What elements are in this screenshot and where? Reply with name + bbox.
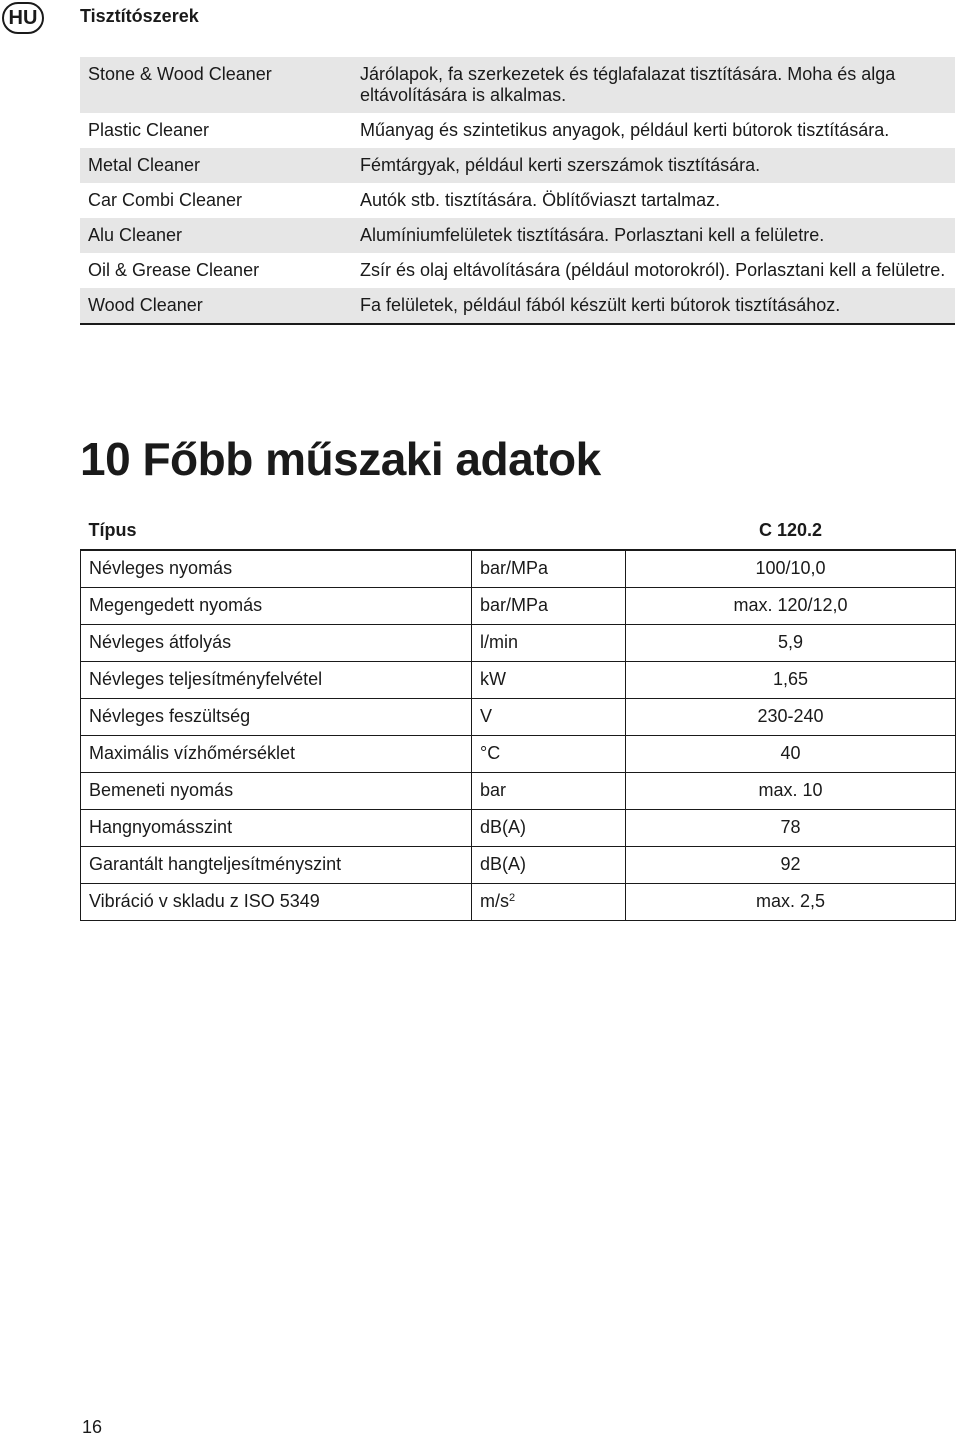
table-row	[81, 846, 956, 883]
spec-value: 5,9	[626, 624, 956, 661]
spec-unit: m/s	[480, 891, 509, 911]
spec-unit: V	[472, 698, 626, 735]
cleaner-description: Fémtárgyak, például kerti szerszámok tisztítására.	[352, 148, 955, 183]
table-row	[81, 735, 956, 772]
table-row	[81, 587, 956, 624]
cleaner-name: Alu Cleaner	[80, 218, 352, 253]
table-row	[81, 661, 956, 698]
cleaner-name: Metal Cleaner	[80, 148, 352, 183]
spec-label: Névleges nyomás	[81, 550, 472, 587]
table-row	[81, 624, 956, 661]
cleaner-description: Műanyag és szintetikus anyagok, például kerti bútorok tisztítására.	[360, 120, 890, 140]
spec-label: Névleges átfolyás	[81, 624, 472, 661]
cleaner-description: Zsír és olaj eltávolítására (például motorokról). Porlasztani kell a felületre.	[360, 260, 946, 280]
table-row	[80, 113, 955, 148]
specs-table	[80, 512, 956, 921]
spec-unit: °C	[472, 735, 626, 772]
spec-value: 78	[626, 809, 956, 846]
cleaner-name: Oil & Grease Cleaner	[88, 260, 260, 280]
table-row	[80, 218, 955, 253]
table-row	[81, 772, 956, 809]
cleaner-description: Járólapok, fa szerkezetek és téglafalazat tisztítására. Moha és alga eltávolítására is alkalmas.	[352, 57, 955, 113]
spec-unit: bar/MPa	[472, 587, 626, 624]
spec-value: max. 2,5	[626, 883, 956, 920]
spec-value: 230-240	[626, 698, 956, 735]
table-row	[80, 183, 955, 218]
cleaner-description: Fa felületek, például fából készült kerti bútorok tisztításához.	[352, 288, 955, 324]
spec-unit: bar	[472, 772, 626, 809]
page-number: 16	[82, 1417, 103, 1437]
spec-label: Vibráció v skladu z ISO 5349	[81, 883, 472, 920]
spec-label: Megengedett nyomás	[81, 587, 472, 624]
specs-header-row	[81, 512, 956, 550]
table-row	[81, 809, 956, 846]
spec-value: 40	[626, 735, 956, 772]
spec-unit-superscript: 2	[509, 892, 516, 904]
chapter-title: 10 Főbb műszaki adatok	[80, 433, 601, 485]
table-row	[80, 288, 955, 324]
cleaners-table	[80, 57, 955, 325]
spec-unit: bar/MPa	[472, 550, 626, 587]
spec-label: Bemeneti nyomás	[81, 772, 472, 809]
language-badge: HU	[2, 2, 44, 34]
table-row	[80, 148, 955, 183]
spec-unit-cell	[472, 883, 626, 920]
spec-label: Névleges feszültség	[81, 698, 472, 735]
cleaner-name: Car Combi Cleaner	[88, 190, 243, 210]
spec-unit: dB(A)	[472, 846, 626, 883]
cleaner-name: Plastic Cleaner	[88, 120, 210, 140]
spec-value: 92	[626, 846, 956, 883]
cleaner-name: Wood Cleaner	[80, 288, 352, 324]
cleaner-description: Alumíniumfelületek tisztítására. Porlasztani kell a felületre.	[352, 218, 955, 253]
spec-label: Névleges teljesítményfelvétel	[81, 661, 472, 698]
table-row	[80, 253, 955, 288]
spec-unit: kW	[472, 661, 626, 698]
table-row	[81, 698, 956, 735]
section-header: Tisztítószerek	[80, 6, 199, 26]
type-label: Típus	[81, 512, 626, 550]
model-label: C 120.2	[626, 512, 956, 550]
spec-value: 1,65	[626, 661, 956, 698]
spec-label: Maximális vízhőmérséklet	[81, 735, 472, 772]
spec-value: max. 120/12,0	[626, 587, 956, 624]
table-row	[81, 883, 956, 920]
spec-label: Hangnyomásszint	[81, 809, 472, 846]
spec-unit: l/min	[472, 624, 626, 661]
table-row	[80, 57, 955, 113]
spec-value: 100/10,0	[626, 550, 956, 587]
spec-unit: dB(A)	[472, 809, 626, 846]
cleaner-description: Autók stb. tisztítására. Öblítőviaszt tartalmaz.	[360, 190, 721, 210]
spec-value: max. 10	[626, 772, 956, 809]
table-row	[81, 550, 956, 587]
spec-label: Garantált hangteljesítményszint	[81, 846, 472, 883]
cleaner-name: Stone & Wood Cleaner	[80, 57, 352, 113]
